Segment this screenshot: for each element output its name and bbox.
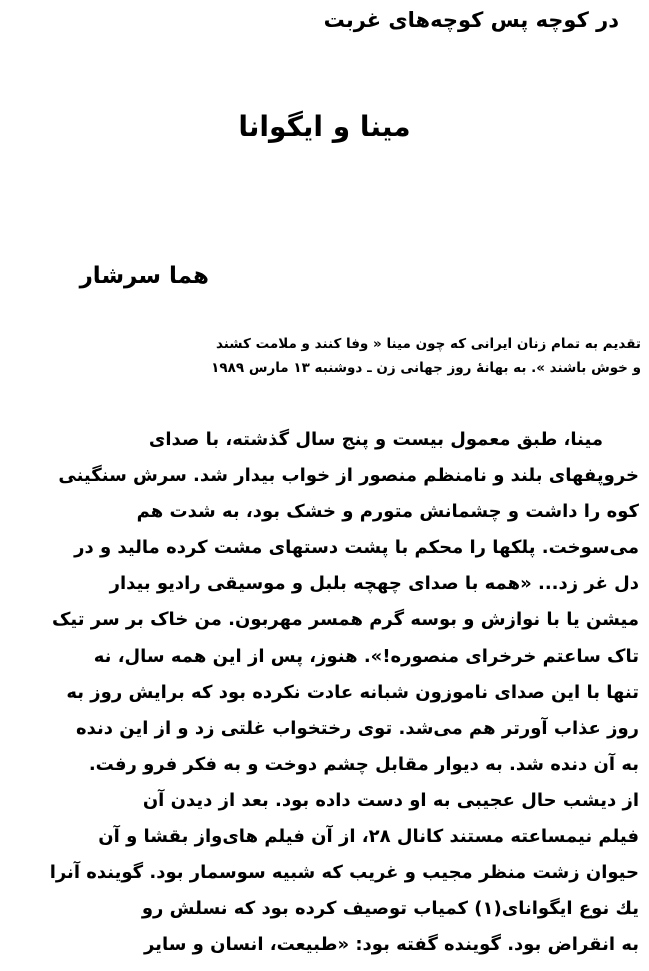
- body-line: فیلم نیمساعته مستند کانال ۲۸، از آن فیلم های‌واز بقشا و آن: [98, 826, 639, 848]
- body-line: تنها با این صدای ناموزون شبانه عادت نکرده بود که برایش روز به: [66, 681, 639, 703]
- body-line: مینا، طبق معمول بیست و پنج سال گذشته، با صدای: [148, 429, 603, 450]
- story-title: مینا و ایگوانا: [238, 110, 411, 143]
- body-line: روز عذاب آورتر هم می‌شد. توی رختخواب غلتی زد و از این دنده: [75, 717, 639, 739]
- body-line: حیوان زشت منظر مجیب و غریب که شبیه سوسمار بود. گوینده آنرا: [49, 862, 639, 884]
- body-line: از دیشب حال عجیبی به او دست داده بود. بعد از دیدن آن: [142, 789, 639, 811]
- body-line: دل غر زد... «همه با صدای چهچه بلبل و موسیقی رادیو بیدار: [109, 573, 639, 595]
- dedication: [141, 332, 641, 380]
- body-line: خروپفهای بلند و نامنظم منصور از خواب بیدار شد. سرش سنگینی: [58, 465, 639, 487]
- running-head: در کوچه پس کوچه‌های غربت: [323, 8, 619, 32]
- story-body: [11, 422, 639, 963]
- dedication-line: و خوش باشند ». به بهانهٔ روز جهانی زن ـ دوشنبه ۱۳ مارس ۱۹۸۹: [211, 360, 641, 376]
- body-line: تاک ساعتم خرخرای منصوره!». هنوز، پس از این همه سال، نه: [93, 645, 639, 667]
- body-line: میشن یا با نوازش و بوسه گرم همسر مهربون. من خاک بر سر تیک: [51, 609, 639, 631]
- body-line: کوه را داشت و چشمانش متورم و خشک بود، به شدت هم: [136, 501, 639, 523]
- body-line: به آن دنده شد. به دیوار مقابل چشم دوخت و به فکر فرو رفت.: [88, 753, 639, 775]
- body-line: یك نوع ایگوانای(۱) کمیاب توصیف کرده بود که نسلش رو: [141, 898, 639, 920]
- body-line: می‌سوخت. پلکها را محکم با پشت دستهای مشت کرده مالید و در: [74, 537, 639, 559]
- body-line: به انقراض بود. گوینده گفته بود: «طبیعت، انسان و سایر: [143, 934, 639, 956]
- dedication-line: تقدیم به تمام زنان ایرانی که چون مینا « وفا کنند و ملامت کشند: [216, 336, 641, 352]
- author-name: هما سرشار: [79, 263, 209, 289]
